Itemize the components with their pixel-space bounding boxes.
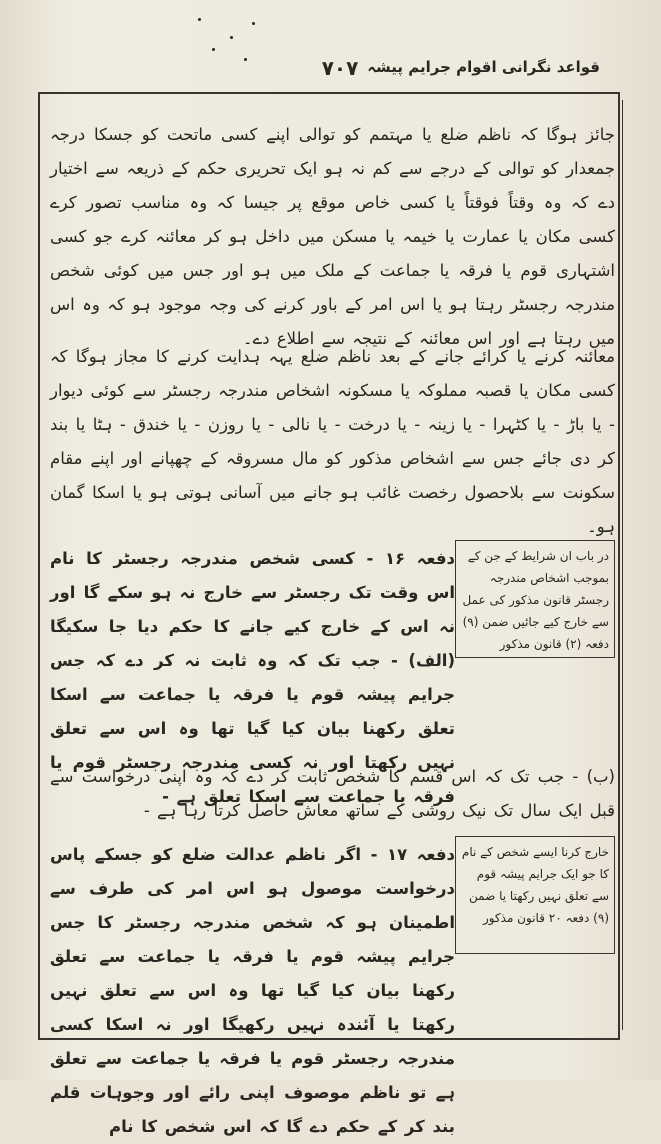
paragraph-inspection: جائز ہوگا کہ ناظم ضلع یا مہتمم کو توالی اپنے کسی ماتحت کو جسکا درجہ جمعدار کو توالی کے درجے سے کم نہ ہو ایک تحریری حکم کے ذریعہ سے اختیار دے کہ وہ وقتاً فوقتاً یا کسی خاص موقع پر جیسا کہ وہ مناسب تصور کرے کسی مکان یا عمارت یا خیمہ یا مسکن میں داخل ہو کر معائنہ کرے جو کسی اشتہاری قوم یا فرقہ یا جماعت کے ملک میں ہو اور جس میں کوئی شخص مندرجہ رجسٹر رہتا ہو یا اس امر کے باور کرنے کی وجہ موجود ہو کہ وہ اس میں رہتا ہے اور اس معائنہ کے نتیجہ سے اطلاع دے۔ bbox=[50, 125, 615, 348]
running-title: قواعد نگرانی اقوام جرایم پیشہ bbox=[367, 58, 600, 76]
section-16: دفعہ ۱۶ - کسی شخص مندرجہ رجسٹر کا نام اس وقت تک رجسٹر سے خارج نہ ہو سکے گا اور نہ اس کے خارج کیے جانے کا حکم دیا جا سکیگا (الف) - جب تک کہ وہ ثابت نہ کر دے کہ جس جرایم پیشہ قوم یا فرقہ یا جماعت سے اسکا تعلق رکھنا بیان کیا گیا تھا وہ اس سے تعلق نہیں رکھتا اور نہ کسی مندرجہ رجسٹر قوم یا فرقہ یا جماعت سے اسکا تعلق ہے - bbox=[50, 549, 456, 806]
frame-rule bbox=[622, 100, 623, 1030]
margin-note-removal: خارج کرنا ایسے شخص کے نام کا جو ایک جرایم پیشہ قوم سے تعلق نہیں رکھتا یا ضمن (۹) دفعہ ۲۰ قانون مذکور bbox=[455, 836, 615, 954]
paragraph-removal-order: معائنہ کرنے یا کرائے جانے کے بعد ناظم ضلع یہہ ہدایت کرنے کا مجاز ہوگا کہ کسی مکان یا قصبہ مملوکہ یا مسکونہ اشخاص مندرجہ رجسٹر سے کوئی دیوار - یا باڑ - یا کٹہرا - یا زینہ - یا درخت - یا نالی - یا روزن - یا خندق - ہٹا یا بند کر دی جائے جس سے اشخاص مذکور کو مال مسروقہ کے چھپانے اور اپنے مقام سکونت سے بلاحصول رخصت غائب ہو جانے میں آسانی ہوتی ہو یا اسکا گمان ہو۔ bbox=[50, 347, 615, 536]
section-17: دفعہ ۱۷ - اگر ناظم عدالت ضلع کو جسکے پاس درخواست موصول ہو اس امر کی طرف سے اطمینان ہو کہ شخص مندرجہ رجسٹر کا جس جرایم پیشہ قوم یا فرقہ یا جماعت سے تعلق رکھنا بیان کیا گیا تھا وہ اس سے تعلق نہیں رکھتا یا آئندہ نہیں رکھیگا اور نہ اسکا کسی مندرجہ رجسٹر قوم یا فرقہ یا جماعت سے تعلق ہے تو ناظم موصوف اپنی رائے اور وجوہات قلم بند کر کے حکم دے گا کہ اس شخص کا نام bbox=[50, 845, 455, 1136]
ink-speck bbox=[212, 48, 215, 51]
ink-speck bbox=[198, 18, 201, 21]
ink-speck bbox=[252, 22, 255, 25]
ink-speck bbox=[244, 58, 247, 61]
clause-b: (ب) - جب تک کہ اس قسم کا شخص ثابت کر دے کہ وہ اپنی درخواست سے قبل ایک سال تک نیک روشی کے ساتھ معاش حاصل کرتا رہا ہے - bbox=[50, 767, 615, 820]
margin-note-conditions: در باب ان شرایط کے جن کے بموجب اشخاص مندرجہ رجسٹر قانون مذکور کی عمل سے خارج کیے جائیں ضمن (۹) دفعہ (۲) قانون مذکور bbox=[455, 540, 615, 658]
ink-speck bbox=[230, 36, 233, 39]
page-number: ۷۰۷ bbox=[321, 56, 359, 80]
